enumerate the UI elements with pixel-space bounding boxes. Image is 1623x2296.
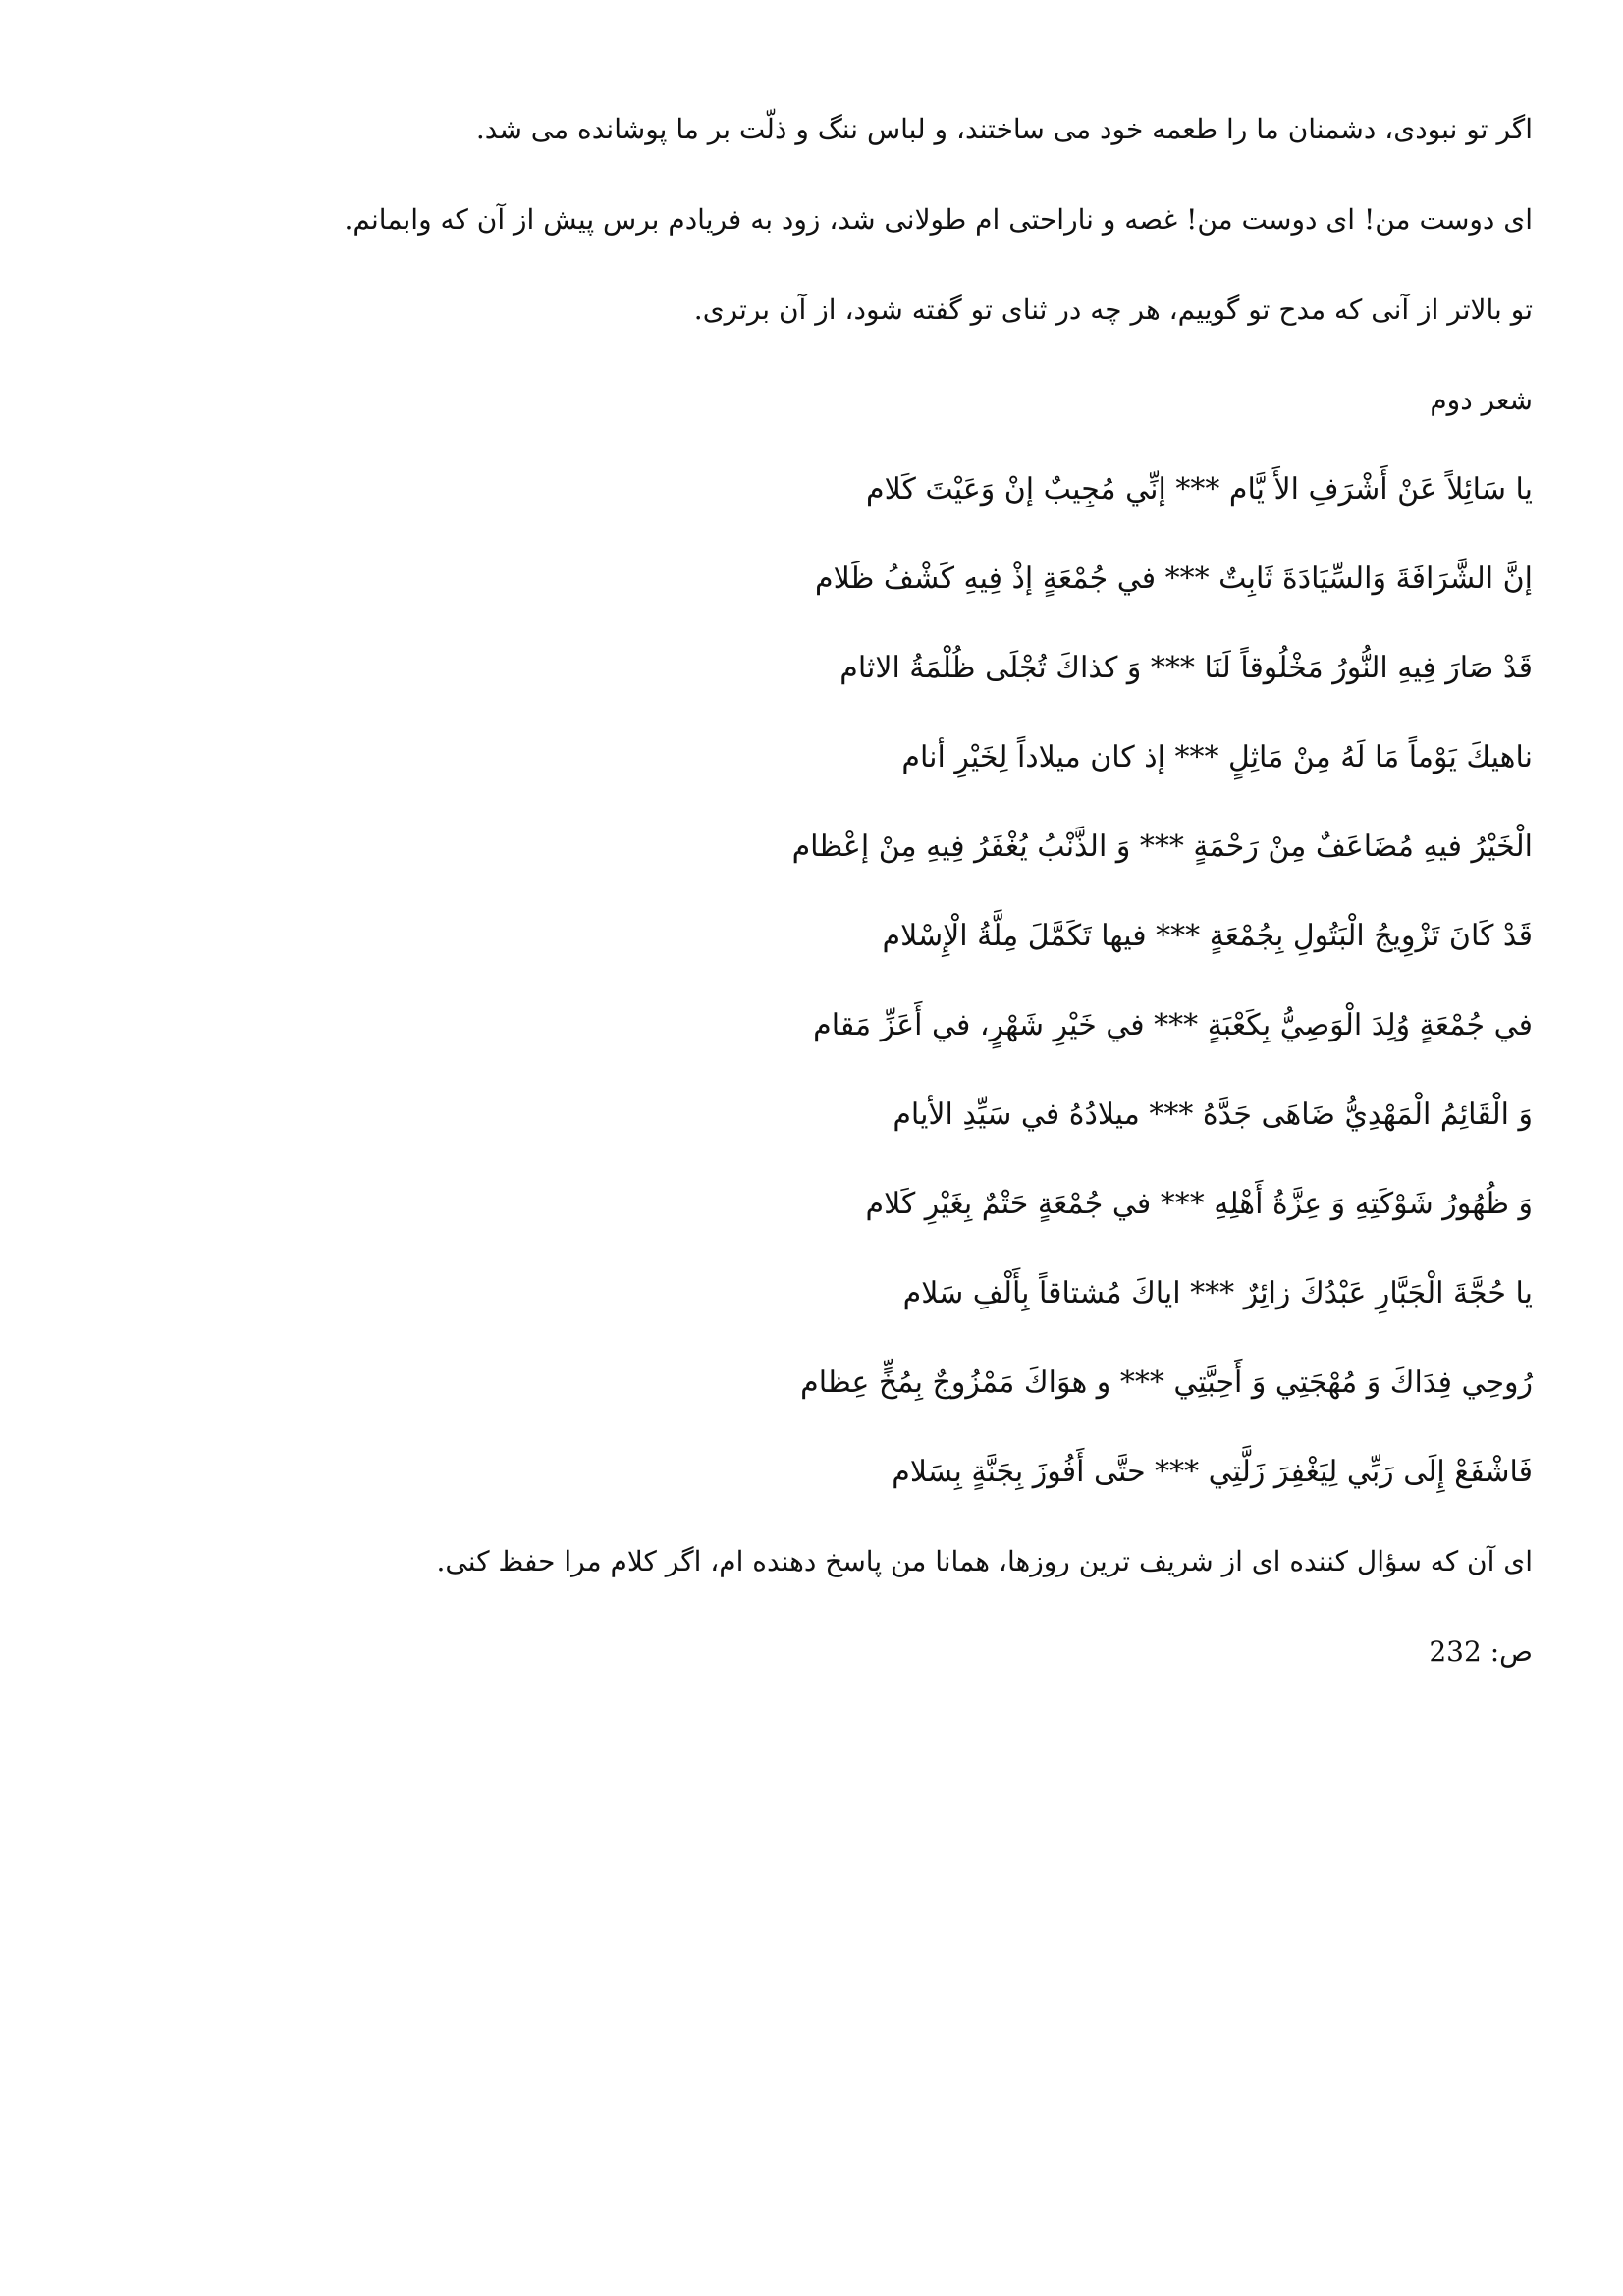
prose-paragraph: ای آن که سؤال کننده ای از شریف ترین روزها، همانا من پاسخ دهنده ام، اگر کلام مرا حفظ کنی. — [436, 1545, 1533, 1577]
poem-verse: الْخَيْرُ فيهِ مُضَاعَفٌ مِنْ رَحْمَةٍ *** وَ الذَّنْبُ يُغْفَرُ فِيهِ مِنْ إعْظام — [791, 829, 1533, 864]
poem-verse: رُوحِي فِدَاكَ وَ مُهْجَتِي وَ أَحِبَّتِي *** و هوَاكَ مَمْزُوجٌ بِمُخٍّ عِظام — [800, 1365, 1533, 1400]
poem-verse: ناهيكَ يَوْماً مَا لَهُ مِنْ مَاثِلٍ *** إذ كان ميلاداً لِخَيْرِ أنام — [901, 740, 1533, 774]
poem-verse: إنَّ الشَّرَافَةَ وَالسِّيَادَةَ ثَابِتٌ *** في جُمْعَةٍ إذْ فِيهِ كَشْفُ ظَلام — [815, 561, 1533, 596]
page-number: ص: 232 — [1429, 1635, 1533, 1668]
poem-verse: وَ الْقَائِمُ الْمَهْدِيُّ ضَاهَى جَدَّهُ *** ميلادُهُ في سَيِّدِ الأيام — [893, 1097, 1533, 1132]
poem-verse: في جُمْعَةٍ وُلِدَ الْوَصِيُّ بِكَعْبَةٍ *** في خَيْرِ شَهْرٍ، في أَعَزِّ مَقام — [813, 1008, 1533, 1042]
text-column — [90, 110, 1533, 1672]
prose-paragraph: تو بالاتر از آنی که مدح تو گوییم، هر چه در ثنای تو گفته شود، از آن برتری. — [693, 294, 1533, 326]
prose-paragraph: اگر تو نبودی، دشمنان ما را طعمه خود می ساختند، و لباس ننگ و ذلّت بر ما پوشانده می شد. — [475, 113, 1533, 145]
poem-verse: وَ ظُهُورُ شَوْكَتِهِ وَ عِزَّةُ أَهْلِهِ *** في جُمْعَةٍ حَتْمٌ بِغَيْرِ كَلام — [865, 1187, 1533, 1221]
poem-verse: يا حُجَّةَ الْجَبَّارِ عَبْدُكَ زائِرٌ *** اياكَ مُشتاقاً بِأَلْفِ سَلام — [902, 1276, 1533, 1310]
prose-paragraph: ای دوست من! ای دوست من! غصه و ناراحتی ام طولانی شد، زود به فریادم برس پیش از آن که وابمانم. — [344, 203, 1533, 236]
poem-verse: قَدْ كَانَ تَزْوِيجُ الْبَتُولِ بِجُمْعَةٍ *** فيها تَكَمَّلَ مِلَّةُ الْإِسْلام — [882, 919, 1533, 953]
poem-verse: قَدْ صَارَ فِيهِ النُّورُ مَخْلُوقاً لَنَا *** وَ كذاكَ تُجْلَى ظُلْمَةُ الاثام — [839, 651, 1533, 685]
poem-verse: فَاشْفَعْ إِلَى رَبِّي لِيَغْفِرَ زَلَّتِي *** حتَّى أَفُوزَ بِجَنَّةٍ بِسَلام — [892, 1455, 1533, 1489]
section-heading: شعر دوم — [1430, 384, 1533, 416]
poem-verse: يا سَائِلاً عَنْ أَشْرَفِ الأَ يَّام *** إنِّي مُجِيبٌ إنْ وَعَيْتَ كَلام — [866, 472, 1533, 507]
